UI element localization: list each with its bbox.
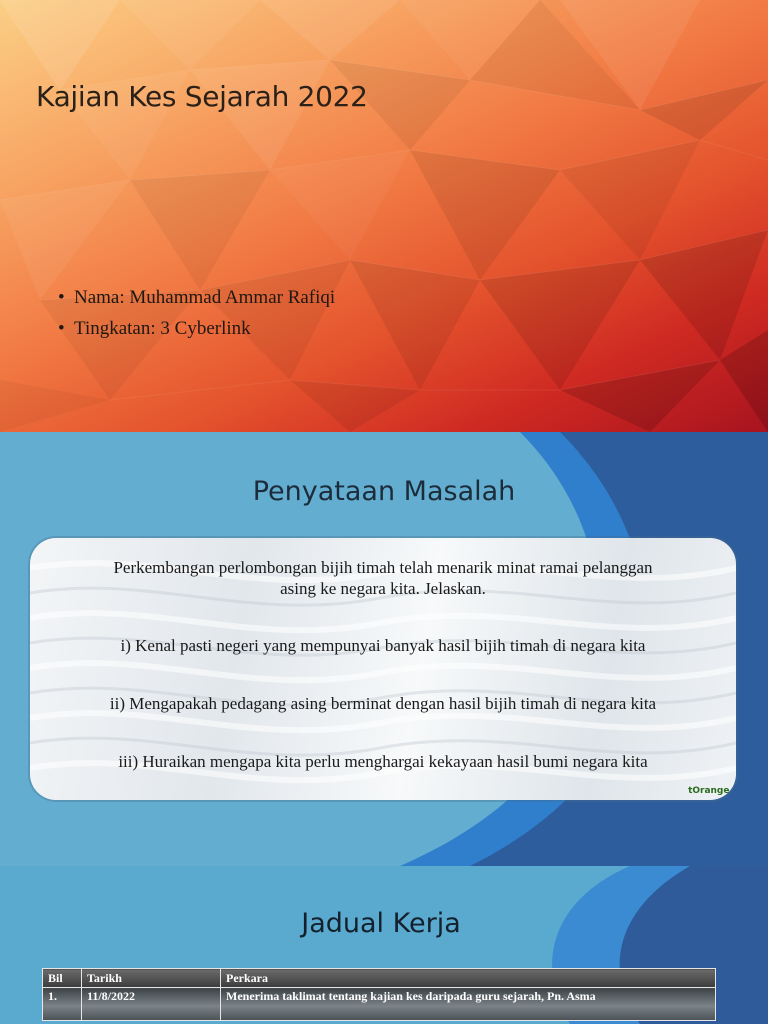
low-poly-background (0, 0, 768, 432)
column-header-perkara: Perkara (221, 969, 716, 988)
bullet-icon: • (58, 318, 65, 339)
student-name-item (58, 282, 335, 313)
student-class: Tingkatan: 3 Cyberlink (74, 318, 251, 339)
table-header-row (43, 969, 716, 988)
table-row (43, 988, 716, 1021)
paragraph-line-1: Perkembangan perlombongan bijih timah telah menarik minat ramai pelanggan (113, 558, 653, 577)
column-header-bil: Bil (43, 969, 82, 988)
problem-statement-slide (0, 432, 768, 866)
slide-title: Kajian Kes Sejarah 2022 (36, 80, 368, 113)
slide-title: Penyataan Masalah (252, 476, 516, 507)
bullet-icon: • (58, 287, 65, 308)
slide-title: Jadual Kerja (301, 908, 461, 939)
student-info-list (58, 282, 335, 344)
student-class-item (58, 313, 335, 344)
question-3: iii) Huraikan mengapa kita perlu menghargai kekayaan hasil bumi negara kita (118, 752, 648, 771)
schedule-table (42, 968, 716, 1021)
cell-bil: 1. (43, 988, 82, 1021)
problem-statement-box (30, 538, 736, 800)
logo-watermark: tOrange.i (688, 786, 736, 796)
question-1: i) Kenal pasti negeri yang mempunyai banyak hasil bijih timah di negara kita (120, 636, 646, 655)
question-2: ii) Mengapakah pedagang asing berminat dengan hasil bijih timah di negara kita (109, 694, 657, 713)
work-schedule-slide (0, 866, 768, 1024)
column-header-tarikh: Tarikh (82, 969, 221, 988)
paragraph-line-2: asing ke negara kita. Jelaskan. (280, 579, 486, 598)
title-slide (0, 0, 768, 432)
student-name: Nama: Muhammad Ammar Rafiqi (74, 287, 336, 308)
cell-tarikh: 11/8/2022 (82, 988, 221, 1021)
cell-perkara: Menerima taklimat tentang kajian kes daripada guru sejarah, Pn. Asma (221, 988, 716, 1021)
